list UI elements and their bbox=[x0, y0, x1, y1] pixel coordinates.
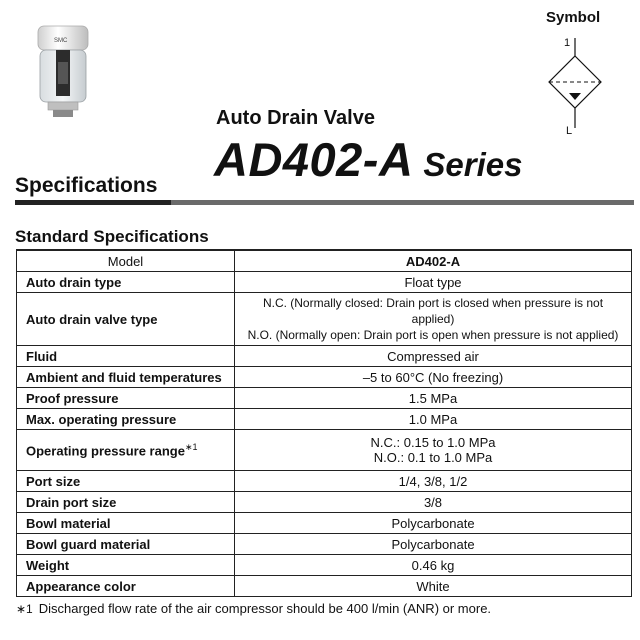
row-value-line: N.O. (Normally open: Drain port is open when pressure is not applied) bbox=[247, 328, 619, 342]
spec-table bbox=[16, 249, 632, 597]
row-label: Bowl material bbox=[17, 513, 235, 534]
drain-valve-symbol-icon bbox=[540, 32, 620, 142]
section-divider bbox=[15, 200, 634, 205]
row-label: Ambient and fluid temperatures bbox=[17, 367, 235, 388]
table-row bbox=[17, 367, 632, 388]
row-label-text: Operating pressure range bbox=[26, 443, 185, 459]
row-value: 3/8 bbox=[235, 492, 632, 513]
table-row bbox=[17, 346, 632, 367]
row-label: Bowl guard material bbox=[17, 534, 235, 555]
table-row bbox=[17, 388, 632, 409]
row-value: –5 to 60°C (No freezing) bbox=[235, 367, 632, 388]
row-value: Polycarbonate bbox=[235, 534, 632, 555]
row-value bbox=[235, 293, 632, 346]
footnote-mark: ∗1 bbox=[16, 602, 33, 616]
row-value-line: N.C. (Normally closed: Drain port is closed when pressure is not applied) bbox=[262, 296, 604, 326]
table-row bbox=[17, 534, 632, 555]
footnote-text: Discharged flow rate of the air compressor should be 400 l/min (ANR) or more. bbox=[38, 601, 492, 616]
row-label: Fluid bbox=[17, 346, 235, 367]
row-label: Auto drain type bbox=[17, 272, 235, 293]
table-row bbox=[17, 430, 632, 471]
table-row bbox=[17, 409, 632, 430]
row-label: Appearance color bbox=[17, 576, 235, 597]
row-label: Weight bbox=[17, 555, 235, 576]
table-row bbox=[17, 576, 632, 597]
table-row bbox=[17, 293, 632, 346]
row-value: Float type bbox=[235, 272, 632, 293]
row-value-line: N.O.: 0.1 to 1.0 MPa bbox=[373, 450, 493, 465]
section-title: Specifications bbox=[15, 174, 158, 197]
row-label: Proof pressure bbox=[17, 388, 235, 409]
symbol-port-l: L bbox=[566, 125, 573, 137]
row-value-line: N.C.: 0.15 to 1.0 MPa bbox=[370, 435, 496, 450]
row-value: 0.46 kg bbox=[235, 555, 632, 576]
row-value: Compressed air bbox=[235, 346, 632, 367]
header-model-value: AD402-A bbox=[235, 250, 632, 272]
row-label: Max. operating pressure bbox=[17, 409, 235, 430]
row-value: 1/4, 3/8, 1/2 bbox=[235, 471, 632, 492]
row-label: Drain port size bbox=[17, 492, 235, 513]
row-value bbox=[235, 430, 632, 471]
model-name: AD402-A bbox=[214, 133, 414, 186]
table-row bbox=[17, 471, 632, 492]
footnote-mark: ∗1 bbox=[184, 441, 198, 452]
table-row bbox=[17, 555, 632, 576]
table-row bbox=[17, 492, 632, 513]
series-label: Series bbox=[423, 146, 523, 183]
product-image bbox=[28, 22, 100, 120]
row-label: Auto drain valve type bbox=[17, 293, 235, 346]
row-label: Port size bbox=[17, 471, 235, 492]
product-subtitle: Auto Drain Valve bbox=[216, 107, 375, 129]
footnote bbox=[16, 601, 491, 616]
table-title: Standard Specifications bbox=[15, 227, 209, 246]
product-logo: SMC bbox=[54, 38, 68, 44]
header-model-label: Model bbox=[17, 250, 235, 272]
symbol-title: Symbol bbox=[546, 9, 601, 26]
table-row bbox=[17, 272, 632, 293]
row-value: Polycarbonate bbox=[235, 513, 632, 534]
table-row bbox=[17, 513, 632, 534]
row-value: 1.5 MPa bbox=[235, 388, 632, 409]
row-value: White bbox=[235, 576, 632, 597]
symbol-port-1: 1 bbox=[564, 37, 571, 49]
table-header-row bbox=[17, 250, 632, 272]
row-value: 1.0 MPa bbox=[235, 409, 632, 430]
product-title bbox=[214, 132, 523, 187]
row-label bbox=[17, 430, 235, 471]
